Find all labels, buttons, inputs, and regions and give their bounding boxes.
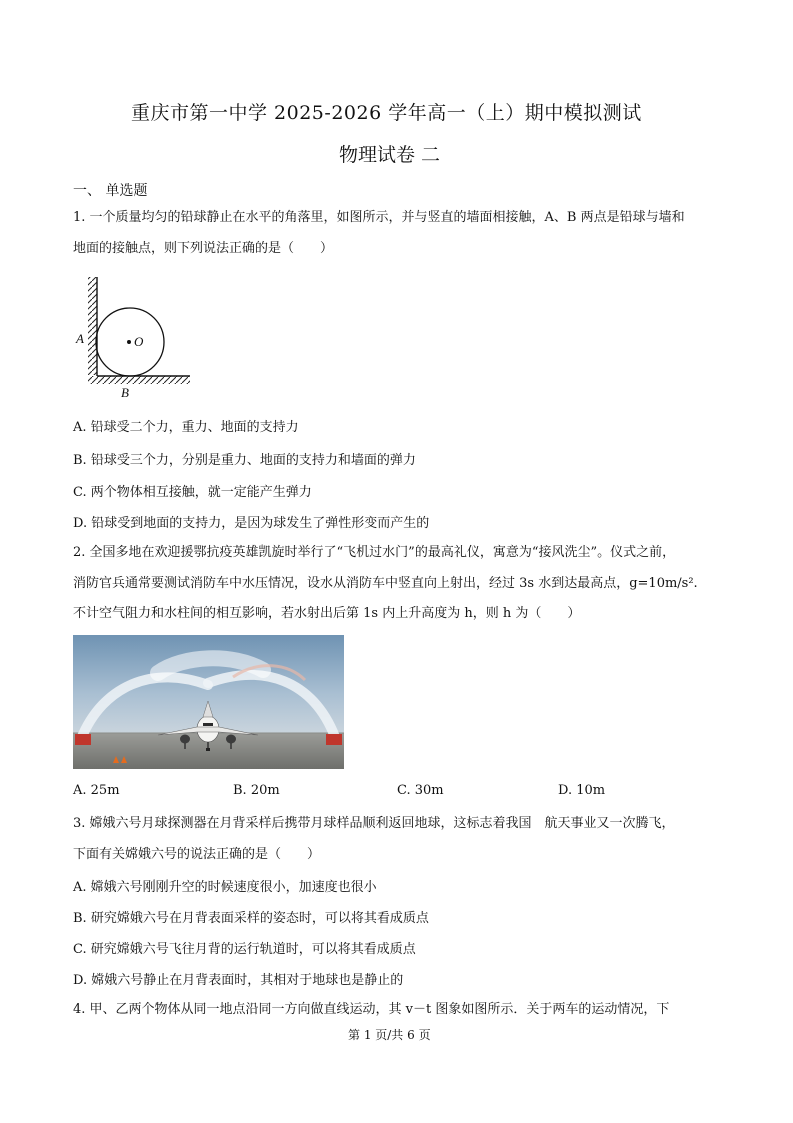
section-heading: 一、 单选题	[73, 183, 148, 199]
question-2-text-line-3: 不计空气阻力和水柱间的相互影响，若水射出后第 1s 内上升高度为 h，则 h 为（ ）	[73, 606, 581, 621]
question-4-text-line-1: 4. 甲、乙两个物体从同一地点沿同一方向做直线运动，其 v－t 图象如图所示．关于两车的运动情况，下	[73, 1002, 670, 1017]
fire-truck-right	[326, 734, 342, 745]
question-1-text-line-2: 地面的接触点，则下列说法正确的是（ ）	[73, 241, 334, 256]
question-2-text-line-2: 消防官兵通常要测试消防车中水压情况，设水从消防车中竖直向上射出，经过 3s 水到达最高点，g=10m/s².	[73, 576, 698, 591]
question-3-option-b: B. 研究嫦娥六号在月背表面采样的姿态时，可以将其看成质点	[73, 911, 429, 926]
water-salute-photo	[73, 635, 344, 769]
page-footer: 第 1 页/共 6 页	[348, 1028, 431, 1042]
question-2-option-c: C. 30m	[397, 783, 444, 798]
question-3-text-line-1: 3. 嫦娥六号月球探测器在月背采样后携带月球样品顺利返回地球，这标志着我国 航天事业又一次腾飞，	[73, 816, 675, 831]
label-a: A	[76, 331, 84, 346]
question-1-figure	[74, 275, 194, 400]
page-title: 重庆市第一中学 2025-2026 学年高一（上）期中模拟测试	[131, 102, 642, 124]
question-1-option-b: B. 铅球受三个力，分别是重力、地面的支持力和墙面的弹力	[73, 453, 416, 468]
question-3-option-c: C. 研究嫦娥六号飞往月背的运行轨道时，可以将其看成质点	[73, 942, 416, 957]
question-2-option-d: D. 10m	[558, 783, 606, 798]
question-2-option-b: B. 20m	[233, 783, 280, 798]
label-o: O	[134, 334, 144, 349]
question-2-text-line-1: 2. 全国多地在欢迎援鄂抗疫英雄凯旋时举行了“飞机过水门”的最高礼仪，寓意为“接风洗尘”。仪式之前，	[73, 545, 676, 560]
fire-truck-left	[75, 734, 91, 745]
question-3-option-d: D. 嫦娥六号静止在月背表面时，其相对于地球也是静止的	[73, 973, 404, 988]
question-3-text-line-2: 下面有关嫦娥六号的说法正确的是（ ）	[73, 847, 321, 862]
wall-hatching	[88, 277, 97, 375]
question-1-text-line-1: 1. 一个质量均匀的铅球静止在水平的角落里，如图所示，并与竖直的墙面相接触，A、B 两点是铅球与墙和	[73, 210, 685, 225]
ball-center-dot	[127, 340, 131, 344]
page-subtitle: 物理试卷 二	[339, 144, 441, 166]
floor-hatching	[88, 376, 190, 384]
question-1-option-d: D. 铅球受到地面的支持力，是因为球发生了弹性形变而产生的	[73, 516, 430, 531]
question-1-option-c: C. 两个物体相互接触，就一定能产生弹力	[73, 485, 312, 500]
question-3-option-a: A. 嫦娥六号刚刚升空的时候速度很小，加速度也很小	[73, 880, 377, 895]
question-1-option-a: A. 铅球受二个力，重力、地面的支持力	[73, 420, 299, 435]
question-2-option-a: A. 25m	[73, 783, 120, 798]
label-b: B	[121, 385, 129, 400]
